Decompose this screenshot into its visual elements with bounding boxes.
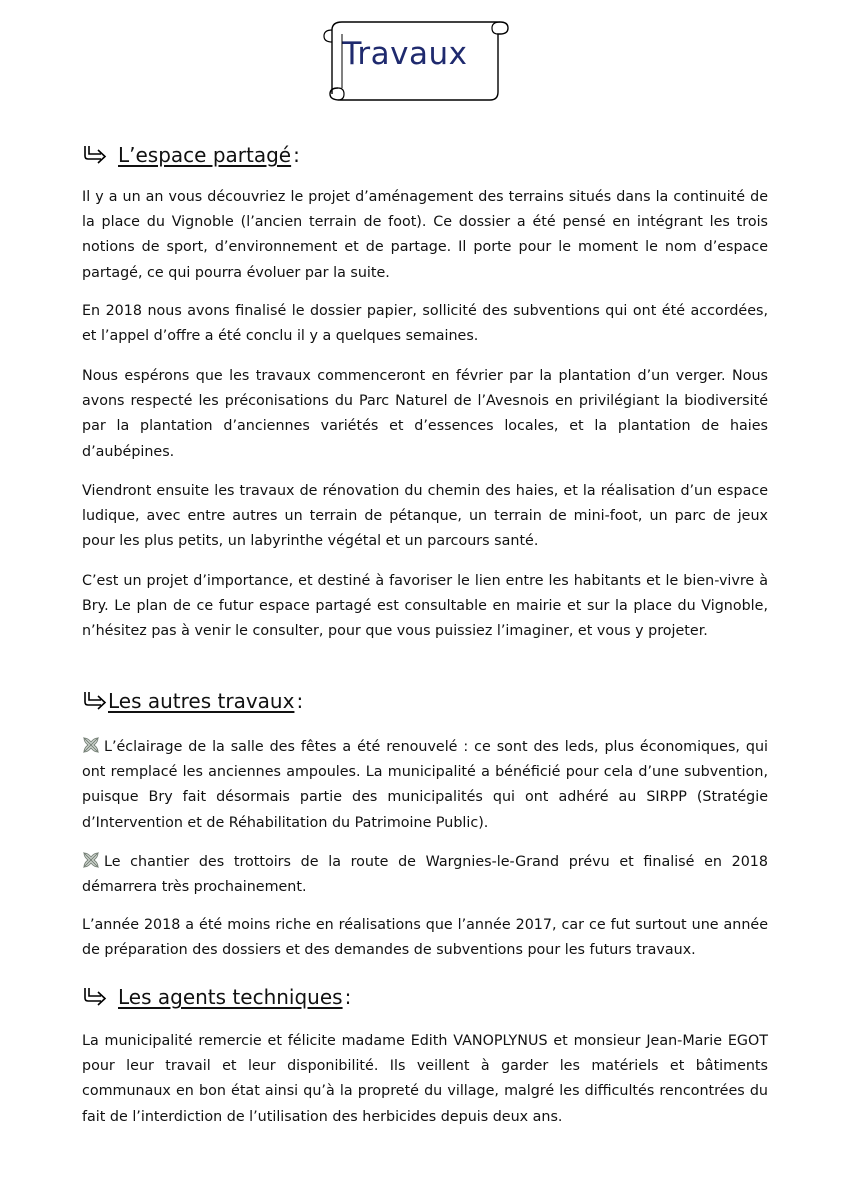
section-heading-colon: : — [296, 689, 304, 713]
flower-star-icon — [82, 736, 100, 754]
paragraph: La municipalité remercie et félicite madame Edith VANOPLYNUS et monsieur Jean-Marie EGOT pour leur travail et leur disponibilité. Ils veillent à garder les matériels et bâtiments communaux en bon état ainsi qu’à la propreté du village, malgré les difficultés rencontrées du fait de l’interdiction de l’utilisation des herbicides depuis deux ans. — [82, 1033, 768, 1125]
bullet-item — [82, 850, 768, 900]
hooked-arrow-icon — [82, 689, 108, 713]
section-heading-label: L’espace partagé — [118, 143, 292, 167]
paragraph: Nous espérons que les travaux commenceront en février par la plantation d’un verger. Nous avons respecté les préconisations du Parc Naturel de l’Avesnois en privilégiant la biodiversité par la plantation d’anciennes variétés et d’essences locales, et la plantation de haies d’aubépines. — [82, 368, 768, 460]
section-heading-label: Les autres travaux — [108, 689, 295, 713]
section-heading-colon: : — [344, 985, 352, 1009]
section-heading-colon: : — [293, 143, 300, 167]
page-title: Travaux — [342, 36, 468, 72]
hooked-arrow-icon — [82, 143, 108, 167]
paragraph: C’est un projet d’importance, et destiné à favoriser le lien entre les habitants et le bien-vivre à Bry. Le plan de ce futur espace partagé est consultable en mairie et sur la place du Vignoble, n’hésitez pas à venir le consulter, pour que vous puissiez l’imaginer, et vous y projeter. — [82, 573, 768, 640]
bullet-item — [82, 735, 768, 836]
paragraph: Viendront ensuite les travaux de rénovation du chemin des haies, et la réalisation d’un espace ludique, avec entre autres un terrain de pétanque, un terrain de mini-foot, un parc de jeux pour les plus petits, un labyrinthe végétal et un parcours santé. — [82, 483, 768, 550]
section-heading-agents-techniques — [82, 985, 351, 1009]
paragraph: En 2018 nous avons finalisé le dossier papier, sollicité des subventions qui ont été accordées, et l’appel d’offre a été conclu il y a quelques semaines. — [82, 303, 768, 345]
bullet-text: L’éclairage de la salle des fêtes a été renouvelé : ce sont des leds, plus économiques, qui ont remplacé les anciennes ampoules. La municipalité a bénéficié pour cela d’une subvention, puisque Bry fait désormais partie des municipalités qui ont adhéré au SIRPP (Stratégie d’Intervention et de Réhabilitation du Patrimoine Public). — [82, 739, 768, 831]
hooked-arrow-icon — [82, 985, 108, 1009]
section-heading-label: Les agents techniques — [118, 985, 343, 1009]
section-heading-autres-travaux — [82, 689, 303, 713]
flower-star-icon — [82, 851, 100, 869]
paragraph: Il y a un an vous découvriez le projet d’aménagement des terrains situés dans la continuité de la place du Vignoble (l’ancien terrain de foot). Ce dossier a été pensé en intégrant les trois notions de sport, d’environnement et de partage. Il porte pour le moment le nom d’espace partagé, ce qui pourra évoluer par la suite. — [82, 189, 768, 281]
section-heading-espace-partage — [82, 143, 300, 167]
bullet-text: Le chantier des trottoirs de la route de Wargnies-le-Grand prévu et finalisé en 2018 démarrera très prochainement. — [82, 854, 768, 896]
paragraph: L’année 2018 a été moins riche en réalisations que l’année 2017, car ce fut surtout une année de préparation des dossiers et des demandes de subventions pour les futurs travaux. — [82, 917, 768, 959]
